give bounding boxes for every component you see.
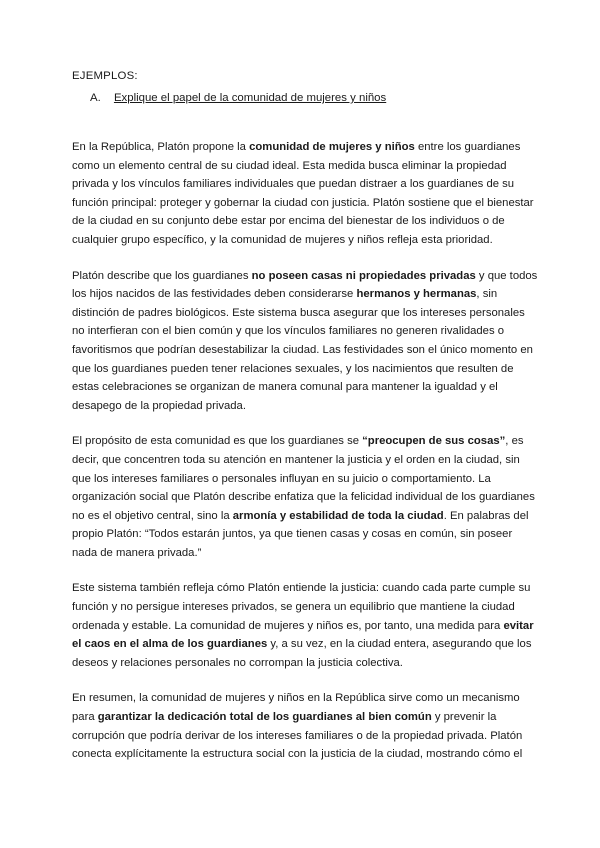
text-run: entre los guardianes como un elemento central de su ciudad ideal. Esta medida busca eliminar la propiedad privada y los vínculos familiares individuales que puedan distraer a los guardianes de su función principal: proteger y gobernar la ciudad con justicia. Platón sostiene que el bienestar de la ciudad en su conjunto debe estar por encima del bienestar de los individuos o de cualquier grupo específico, y la comunidad de mujeres y niños refleja esta prioridad. xyxy=(72,141,534,246)
bold-run: evitar el caos en el alma de los guardianes xyxy=(72,619,534,651)
text-run: . En palabras del propio Platón: “Todos estarán juntos, ya que tienen casas y cosas en común, sin poseer nada de manera privada.” xyxy=(72,509,529,559)
text-run: En resumen, la comunidad de mujeres y niños en la República sirve como un mecanismo para xyxy=(72,692,520,724)
paragraph xyxy=(72,432,540,562)
bold-run: armonía y estabilidad de toda la ciudad xyxy=(232,509,444,522)
text-run: Platón describe que los guardianes xyxy=(72,269,252,282)
bold-run: no poseen casas ni propiedades privadas xyxy=(251,269,476,282)
text-run: En la República, Platón propone la xyxy=(72,141,250,153)
paragraph xyxy=(72,689,540,763)
section-title: Explique el papel de la comunidad de mujeres y niños xyxy=(113,92,387,104)
page-heading: EJEMPLOS: xyxy=(72,70,138,82)
bold-run: “preocupen de sus cosas” xyxy=(362,435,506,448)
text-run: , es decir, que concentren toda su atención en mantener la justicia y el orden en la ciudad, sin que los intereses familiares o personales influyan en su juicio o comportamiento. La organización social que Platón describe enfatiza que la felicidad individual de los guardianes no es el objetivo central, sino la xyxy=(72,435,535,522)
paragraph xyxy=(72,579,540,672)
bold-run: comunidad de mujeres y niños xyxy=(249,141,415,153)
text-run: y que todos los hijos nacidos de las festividades deben considerarse xyxy=(72,269,538,301)
body-text xyxy=(72,138,540,764)
section-header xyxy=(90,92,540,104)
text-run: y prevenir la corrupción que podría derivar de los intereses familiares o de la propiedad privada. Platón conecta explícitamente la estructura social con la justicia de la ciudad, mostrando cómo el xyxy=(72,711,523,761)
bold-run: garantizar la dedicación total de los guardianes al bien común xyxy=(97,711,432,724)
paragraph xyxy=(72,267,540,416)
text-run: y, a su vez, en la ciudad entera, asegurando que los deseos y relaciones personales no corrompan la justicia colectiva. xyxy=(72,638,532,669)
paragraph xyxy=(72,138,540,250)
text-run: El propósito de esta comunidad es que los guardianes se xyxy=(72,435,363,448)
text-run: Este sistema también refleja cómo Platón entiende la justicia: cuando cada parte cumple su función y no persigue intereses privados, se genera un equilibrio que mantiene la ciudad ordenada y estable. La comunidad de mujeres y niños es, por tanto, una medida para xyxy=(72,582,531,632)
section-marker: A. xyxy=(90,92,101,104)
bold-run: hermanos y hermanas xyxy=(356,288,477,301)
text-run: , sin distinción de padres biológicos. Este sistema busca asegurar que los intereses personales no interfieran con el bien común y que los vínculos familiares no generen rivalidades o favoritismos que podrían desestabilizar la ciudad. Las festividades son el único momento en que los guardianes pueden tener relaciones sexuales, y los nacimientos que resulten de estas celebraciones se organizan de manera comunal para mantener la igualdad y el desapego de la propiedad privada. xyxy=(72,288,533,412)
